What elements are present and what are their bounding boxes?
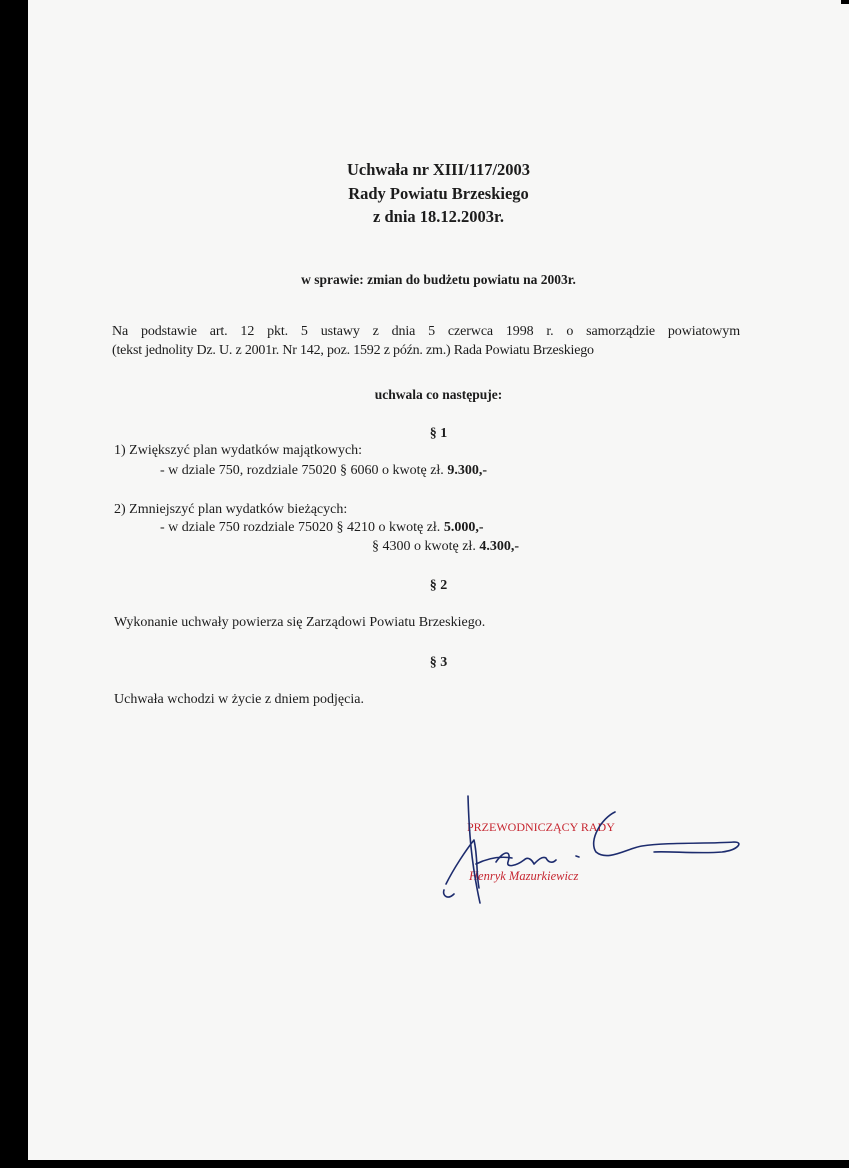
item-2-amount-1: 5.000,- — [443, 520, 484, 535]
item-2-line-2: § 4300 o kwotę zł. 4.300,- — [372, 539, 519, 554]
issuing-body: Rady Powiatu Brzeskiego — [348, 184, 529, 203]
preamble-line-2: (tekst jednolity Dz. U. z 2001r. Nr 142, poz. 1592 z późn. zm.) Rada Powiatu Brzeskiego — [112, 343, 594, 358]
resolves-heading: uchwala co następuje: — [374, 387, 503, 402]
item-1-title: 1) Zwiększyć plan wydatków majątkowych: — [114, 443, 363, 458]
document-page — [28, 0, 849, 1160]
section-1-heading: § 1 — [429, 426, 448, 441]
section-3-heading: § 3 — [429, 655, 448, 670]
item-2-amount-2: 4.300,- — [479, 539, 519, 554]
item-2-line-1: - w dziale 750 rozdziale 75020 § 4210 o kwotę zł. 5.000,- — [160, 520, 484, 535]
item-2-title: 2) Zmniejszyć plan wydatków bieżących: — [114, 502, 348, 517]
section-2-heading: § 2 — [429, 578, 448, 593]
signature — [28, 0, 849, 1160]
stamp-name: Henryk Mazurkiewicz — [469, 869, 579, 883]
section-2-text: Wykonanie uchwały powierza się Zarządowi Powiatu Brzeskiego. — [114, 615, 486, 630]
preamble-line-1: Na podstawie art. 12 pkt. 5 ustawy z dnia 5 czerwca 1998 r. o samorządzie powiatowym — [112, 324, 740, 339]
document-date: z dnia 18.12.2003r. — [373, 207, 504, 226]
document-title: Uchwała nr XIII/117/2003 — [346, 160, 531, 179]
subject-line: w sprawie: zmian do budżetu powiatu na 2003r. — [301, 272, 576, 287]
stamp-role: PRZEWODNICZĄCY RADY — [467, 820, 615, 834]
item-1-line: - w dziale 750, rozdziale 75020 § 6060 o kwotę zł. 9.300,- — [160, 463, 487, 478]
scan-mark — [841, 0, 849, 4]
item-1-amount: 9.300,- — [447, 463, 487, 478]
section-3-text: Uchwała wchodzi w życie z dniem podjęcia. — [114, 692, 364, 707]
